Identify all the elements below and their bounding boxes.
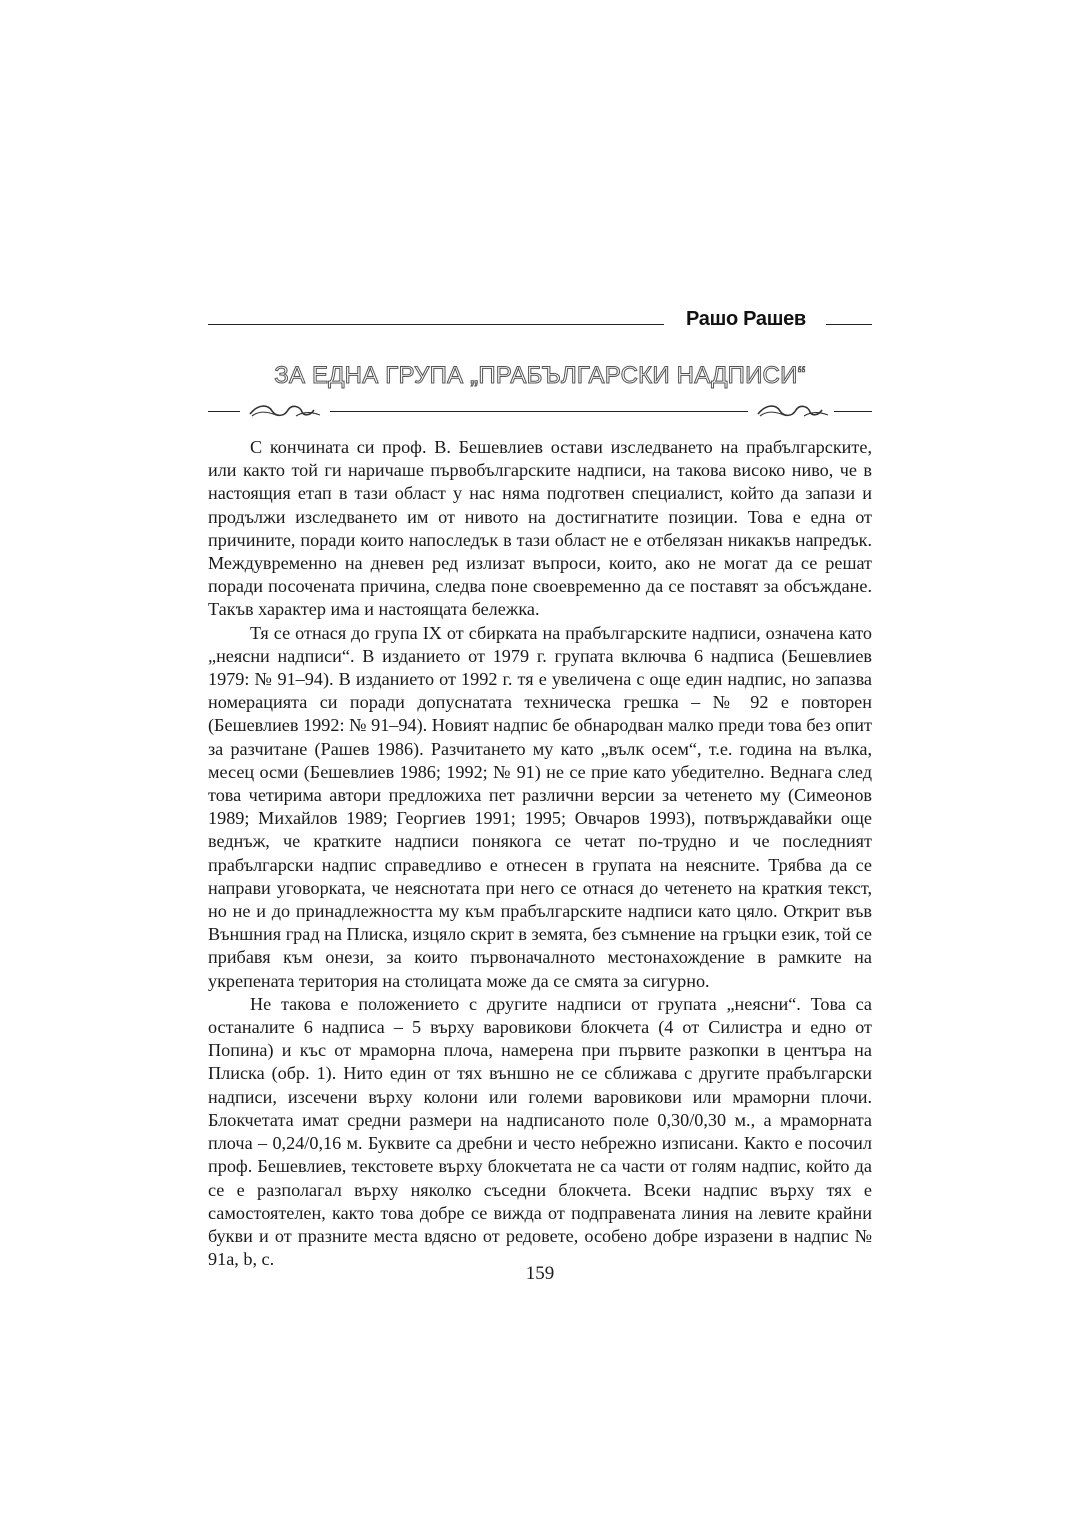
header-rule-left [208, 324, 664, 325]
article-title: ЗА ЕДНА ГРУПА „ПРАБЪЛГАРСКИ НАДПИСИ“ [274, 362, 806, 389]
author-name: Рашо Рашев [686, 308, 806, 330]
divider-rule [208, 411, 240, 412]
scroll-flourish-icon [754, 402, 834, 420]
article-body [208, 436, 872, 1271]
scroll-flourish-icon [246, 402, 326, 420]
divider-rule [330, 411, 748, 412]
paragraph: Не такова е положението с другите надписи от групата „неясни“. Това са останалите 6 надписа – 5 върху варовикови блокчета (4 от Силистра и едно от Попина) и къс от мраморна плоча, намерена при първите разкопки в центъра на Плиска (обр. 1). Нито един от тях външно не се сближава с другите прабългарски надписи, изсечени върху колони или големи варовикови или мраморни плочи. Блокчетата имат средни размери на надписаното поле 0,30/0,30 м., а мраморната плоча – 0,24/0,16 м. Буквите са дребни и често небрежно изписани. Както е посочил проф. Бешевлиев, текстовете върху блокчетата не са части от голям надпис, който да се е разполагал върху няколко съседни блокчета. Всеки надпис върху тях е самостоятелен, както това добре се вижда от подправената линия на левите крайни букви и от празните места вдясно от редовете, особено добре изразени в надпис № 91a, b, c. [208, 993, 872, 1270]
divider-rule [834, 411, 872, 412]
paragraph: Тя се отнася до група IX от сбирката на прабългарските надписи, означена като „неясни надписи“. В изданието от 1979 г. групата включва 6 надписа (Бешевлиев 1979: № 91–94). В изданието от 1992 г. тя е увеличена с още един надпис, но запазва номерацията си поради допуснатата техническа грешка – № 92 е повторен (Бешевлиев 1992: № 91–94). Новият надпис бе обнародван малко преди това без опит за разчитане (Рашев 1986). Разчитането му като „вълк осем“, т.е. година на вълка, месец осми (Бешевлиев 1986; 1992; № 91) не се прие като убедително. Веднага след това четирима автори предложиха пет различни версии за четенето му (Симеонов 1989; Михайлов 1989; Георгиев 1991; 1995; Овчаров 1993), потвърждавайки още веднъж, че кратките надписи понякога се четат по-трудно и че последният прабългарски надпис справедливо е отнесен в групата на неясните. Трябва да се направи уговорката, че неяснотата при него се отнася до четенето на краткия текст, но не и до принадлежността му към прабългарските надписи като цяло. Открит във Външния град на Плиска, изцяло скрит в земята, без съмнение на гръцки език, той се прибавя към онези, за които първоначалното местонахождение в рамките на укрепената територия на столицата може да се смята за сигурно. [208, 622, 872, 991]
paragraph: С кончината си проф. В. Бешевлиев остави изследването на прабългарските, или както той ги наричаше първобългарските надписи, на такова високо ниво, че в настоящия етап в тази област у нас няма подготвен специалист, който да запази и продължи изследването им от нивото на достигнатите позиции. Това е една от причините, поради които напоследък в тази област не е отбелязан никакъв напредък. Междувременно на дневен ред излизат въпроси, които, ако не могат да се решат поради посочената причина, следва поне своевременно да се поставят за обсъждане. Такъв характер има и настоящата бележка. [208, 437, 872, 620]
page-number: 159 [525, 1263, 555, 1284]
header-rule-right [826, 324, 872, 325]
title-ornament-divider [208, 400, 872, 422]
running-header [208, 308, 872, 338]
